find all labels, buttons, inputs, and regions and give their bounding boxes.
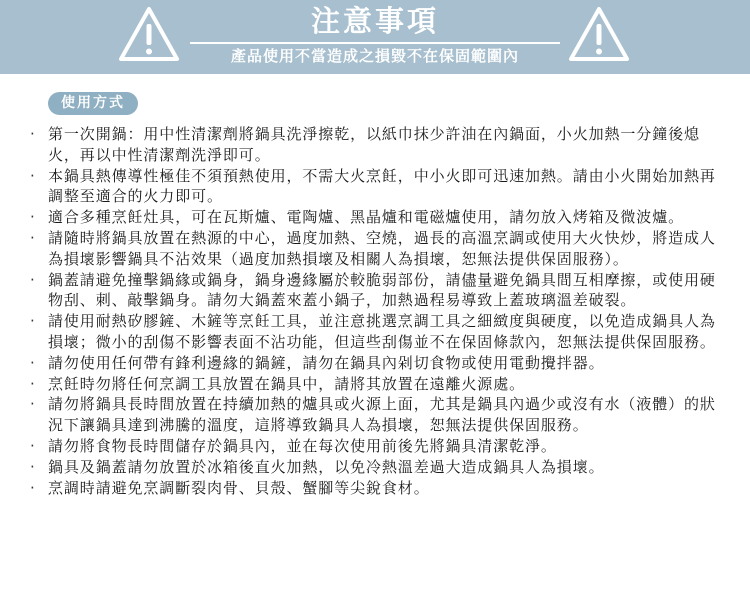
banner-subtitle: 產品使用不當造成之損毀不在保固範圍內 [230,47,519,65]
bullet-icon: · [30,208,36,227]
list-item-text: 請勿將食物長時間儲存於鍋具內，並在每次使用前後先將鍋具清潔乾淨。 [48,436,557,455]
bullet-icon: · [30,166,36,185]
list-item [30,457,720,478]
list-item [30,207,720,228]
bullet-icon: · [30,312,36,331]
list-item-text: 第一次開鍋：用中性清潔劑將鍋具洗淨擦乾，以紙巾抹少許油在內鍋面，小火加熱一分鐘後熄火，再以中性清潔劑洗淨即可。 [48,125,700,164]
section-label-usage: 使用方式 [48,92,138,115]
bullet-icon: · [30,374,36,393]
usage-instructions-list [30,124,720,498]
bullet-icon: · [30,436,36,455]
banner-divider [190,42,560,44]
list-item-text: 烹調時請避免烹調斷裂肉骨、貝殼、蟹腳等尖銳食材。 [48,478,430,497]
list-item-text: 適合多種烹飪灶具，可在瓦斯爐、電陶爐、黑晶爐和電磁爐使用，請勿放入烤箱及微波爐。 [48,208,685,227]
list-item [30,394,720,436]
list-item-text: 請勿使用任何帶有鋒利邊緣的鍋鏟，請勿在鍋具內剁切食物或使用電動攪拌器。 [48,353,605,372]
list-item [30,374,720,395]
bullet-icon: · [30,353,36,372]
list-item-text: 本鍋具熱傳導性極佳不須預熱使用，不需大火烹飪，中小火即可迅速加熱。請由小火開始加熱再調整至適合的火力即可。 [48,166,716,206]
banner-title: 注意事項 [310,4,439,38]
list-item-text: 烹飪時勿將任何烹調工具放置在鍋具中，請將其放置在遠離火源處。 [48,374,526,393]
list-item-text: 請勿將鍋具長時間放置在持續加熱的爐具或火源上面，尤其是鍋具內過少或沒有水（液體）的狀況下讓鍋具達到沸騰的溫度，這將導致鍋具人為損壞，恕無法提供保固服務。 [48,395,716,435]
list-item [30,478,720,499]
bullet-icon: · [30,457,36,476]
list-item [30,353,720,374]
list-item [30,311,720,353]
bullet-icon: · [30,478,36,497]
list-item-text: 請使用耐熱矽膠鏟、木鏟等烹飪工具，並注意挑選烹調工具之細緻度與硬度，以免造成鍋具人為損壞；微小的刮傷不影響表面不沾功能，但這些刮傷並不在保固條款內，恕無法提供保固服務。 [48,312,716,351]
warning-banner [0,0,750,74]
list-item [30,166,720,208]
list-item [30,270,720,312]
list-item [30,228,720,270]
bullet-icon: · [30,125,36,143]
list-item-text: 請隨時將鍋具放置在熱源的中心，過度加熱、空燒，過長的高溫烹調或使用大火快炒，將造成人為損壞影響鍋具不沾效果（過度加熱損壞及相關人為損壞，恕無法提供保固服務）。 [48,228,716,268]
list-item-text: 鍋蓋請避免撞擊鍋緣或鍋身，鍋身邊緣屬於較脆弱部份，請儘量避免鍋具間互相摩擦，或使用硬物刮、刺、敲擊鍋身。請勿大鍋蓋來蓋小鍋子，加熱過程易導致上蓋玻璃溫差破裂。 [48,270,716,310]
list-item [30,124,720,166]
bullet-icon: · [30,270,36,289]
bullet-icon: · [30,228,36,247]
bullet-icon: · [30,395,36,414]
list-item [30,436,720,457]
warning-triangle-icon [568,5,630,63]
list-item-text: 鍋具及鍋蓋請勿放置於冰箱後直火加熱，以免冷熱溫差過大造成鍋具人為損壞。 [48,457,605,476]
